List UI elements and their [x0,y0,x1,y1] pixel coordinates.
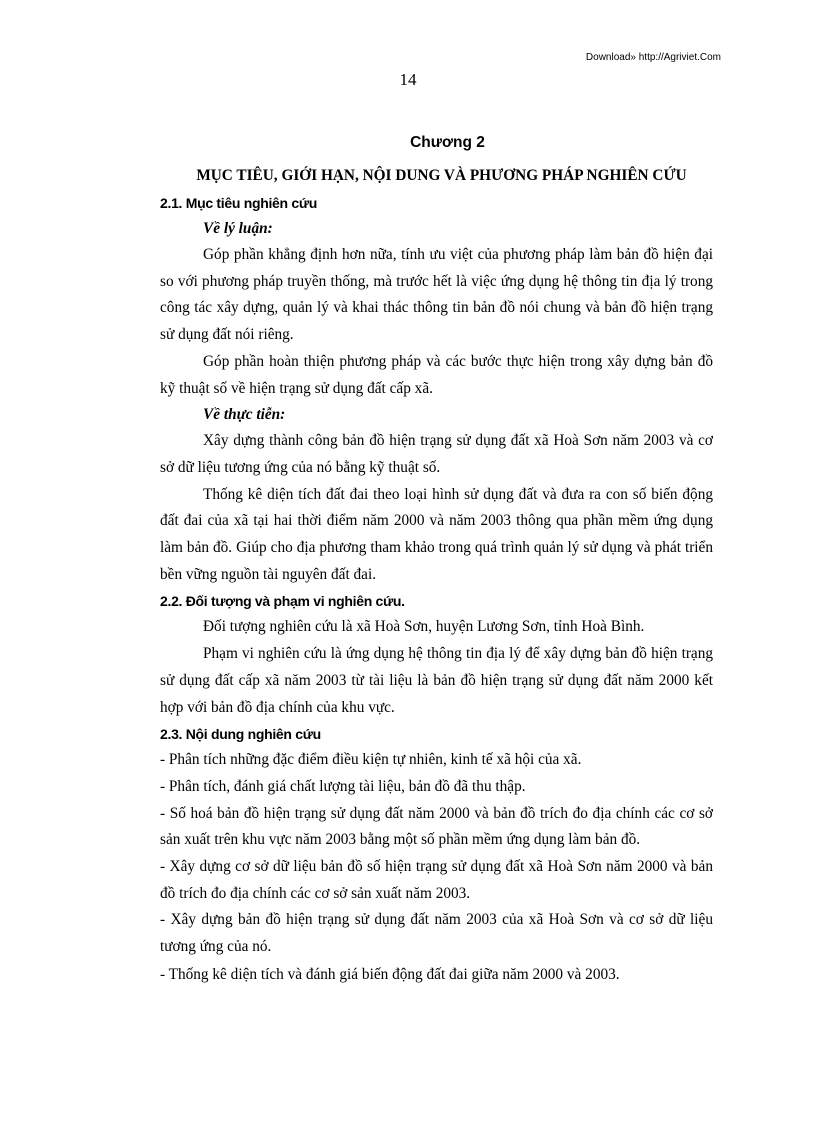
list-item: - Xây dựng bản đồ hiện trạng sử dụng đất năm 2003 của xã Hoà Sơn và cơ sở dữ liệu tương ứng của nó. [160,911,713,956]
section-2-1-heading: 2.1. Mục tiêu nghiên cứu [160,195,317,211]
subheading-thuc-tien: Về thực tiễn: [203,406,286,424]
page-number: 14 [399,70,417,89]
paragraph: Thống kê diện tích đất đai theo loại hình sử dụng đất và đưa ra con số biến động đất đai của xã tại hai thời điểm năm 2000 và năm 2003 thông qua phần mềm ứng dụng làm bản đồ. Giúp cho địa phương tham khảo trong quá trình quản lý sử dụng và phát triển bền vững nguồn tài nguyên đất đai. [160,485,713,583]
subheading-ly-luan: Về lý luận: [203,220,273,237]
paragraph: Xây dựng thành công bản đồ hiện trạng sử dụng đất xã Hoà Sơn năm 2003 và cơ sở dữ liệu tương ứng của nó bằng kỹ thuật số. [160,432,713,476]
chapter-title: Chương 2 [410,134,485,151]
list-item: - Thống kê diện tích và đánh giá biến động đất đai giữa năm 2000 và 2003. [160,965,620,983]
list-item: - Phân tích những đặc điểm điều kiện tự nhiên, kinh tế xã hội của xã. [160,751,582,769]
list-item: - Số hoá bản đồ hiện trạng sử dụng đất năm 2000 và bản đồ trích đo địa chính các cơ sở sản xuất trên khu vực năm 2003 bằng một số phần mềm ứng dụng làm bản đồ. [160,804,713,849]
main-title: MỤC TIÊU, GIỚI HẠN, NỘI DUNG VÀ PHƯƠNG PHÁP NGHIÊN CỨU [196,167,687,184]
paragraph: Góp phần khẳng định hơn nữa, tính ưu việt của phương pháp làm bản đồ hiện đại so với phương pháp truyền thống, mà trước hết là việc ứng dụng hệ thông tin địa lý trong công tác xây dựng, quản lý và khai thác thông tin bản đồ nói chung và bản đồ hiện trạng sử dụng đất nói riêng. [160,246,713,344]
paragraph: Phạm vi nghiên cứu là ứng dụng hệ thông tin địa lý để xây dựng bản đồ hiện trạng sử dụng đất cấp xã năm 2003 từ tài liệu là bản đồ hiện trạng sử dụng đất năm 2000 kết hợp với bản đồ địa chính của khu vực. [160,645,713,716]
section-2-3-heading: 2.3. Nội dung nghiên cứu [160,726,321,743]
download-link[interactable]: Download» http://Agriviet.Com [585,52,721,63]
page-content [160,130,713,988]
paragraph: Góp phần hoàn thiện phương pháp và các bước thực hiện trong xây dựng bản đồ kỹ thuật số về hiện trạng sử dụng đất cấp xã. [160,352,713,397]
paragraph: Đối tượng nghiên cứu là xã Hoà Sơn, huyện Lương Sơn, tỉnh Hoà Bình. [203,618,645,636]
list-item: - Phân tích, đánh giá chất lượng tài liệu, bản đồ đã thu thập. [160,777,526,795]
list-item: - Xây dựng cơ sở dữ liệu bản đồ số hiện trạng sử dụng đất xã Hoà Sơn năm 2000 và bản đồ trích đo địa chính các cơ sở sản xuất năm 2003. [160,858,713,902]
section-2-2-heading: 2.2. Đối tượng và phạm vi nghiên cứu. [160,593,405,610]
